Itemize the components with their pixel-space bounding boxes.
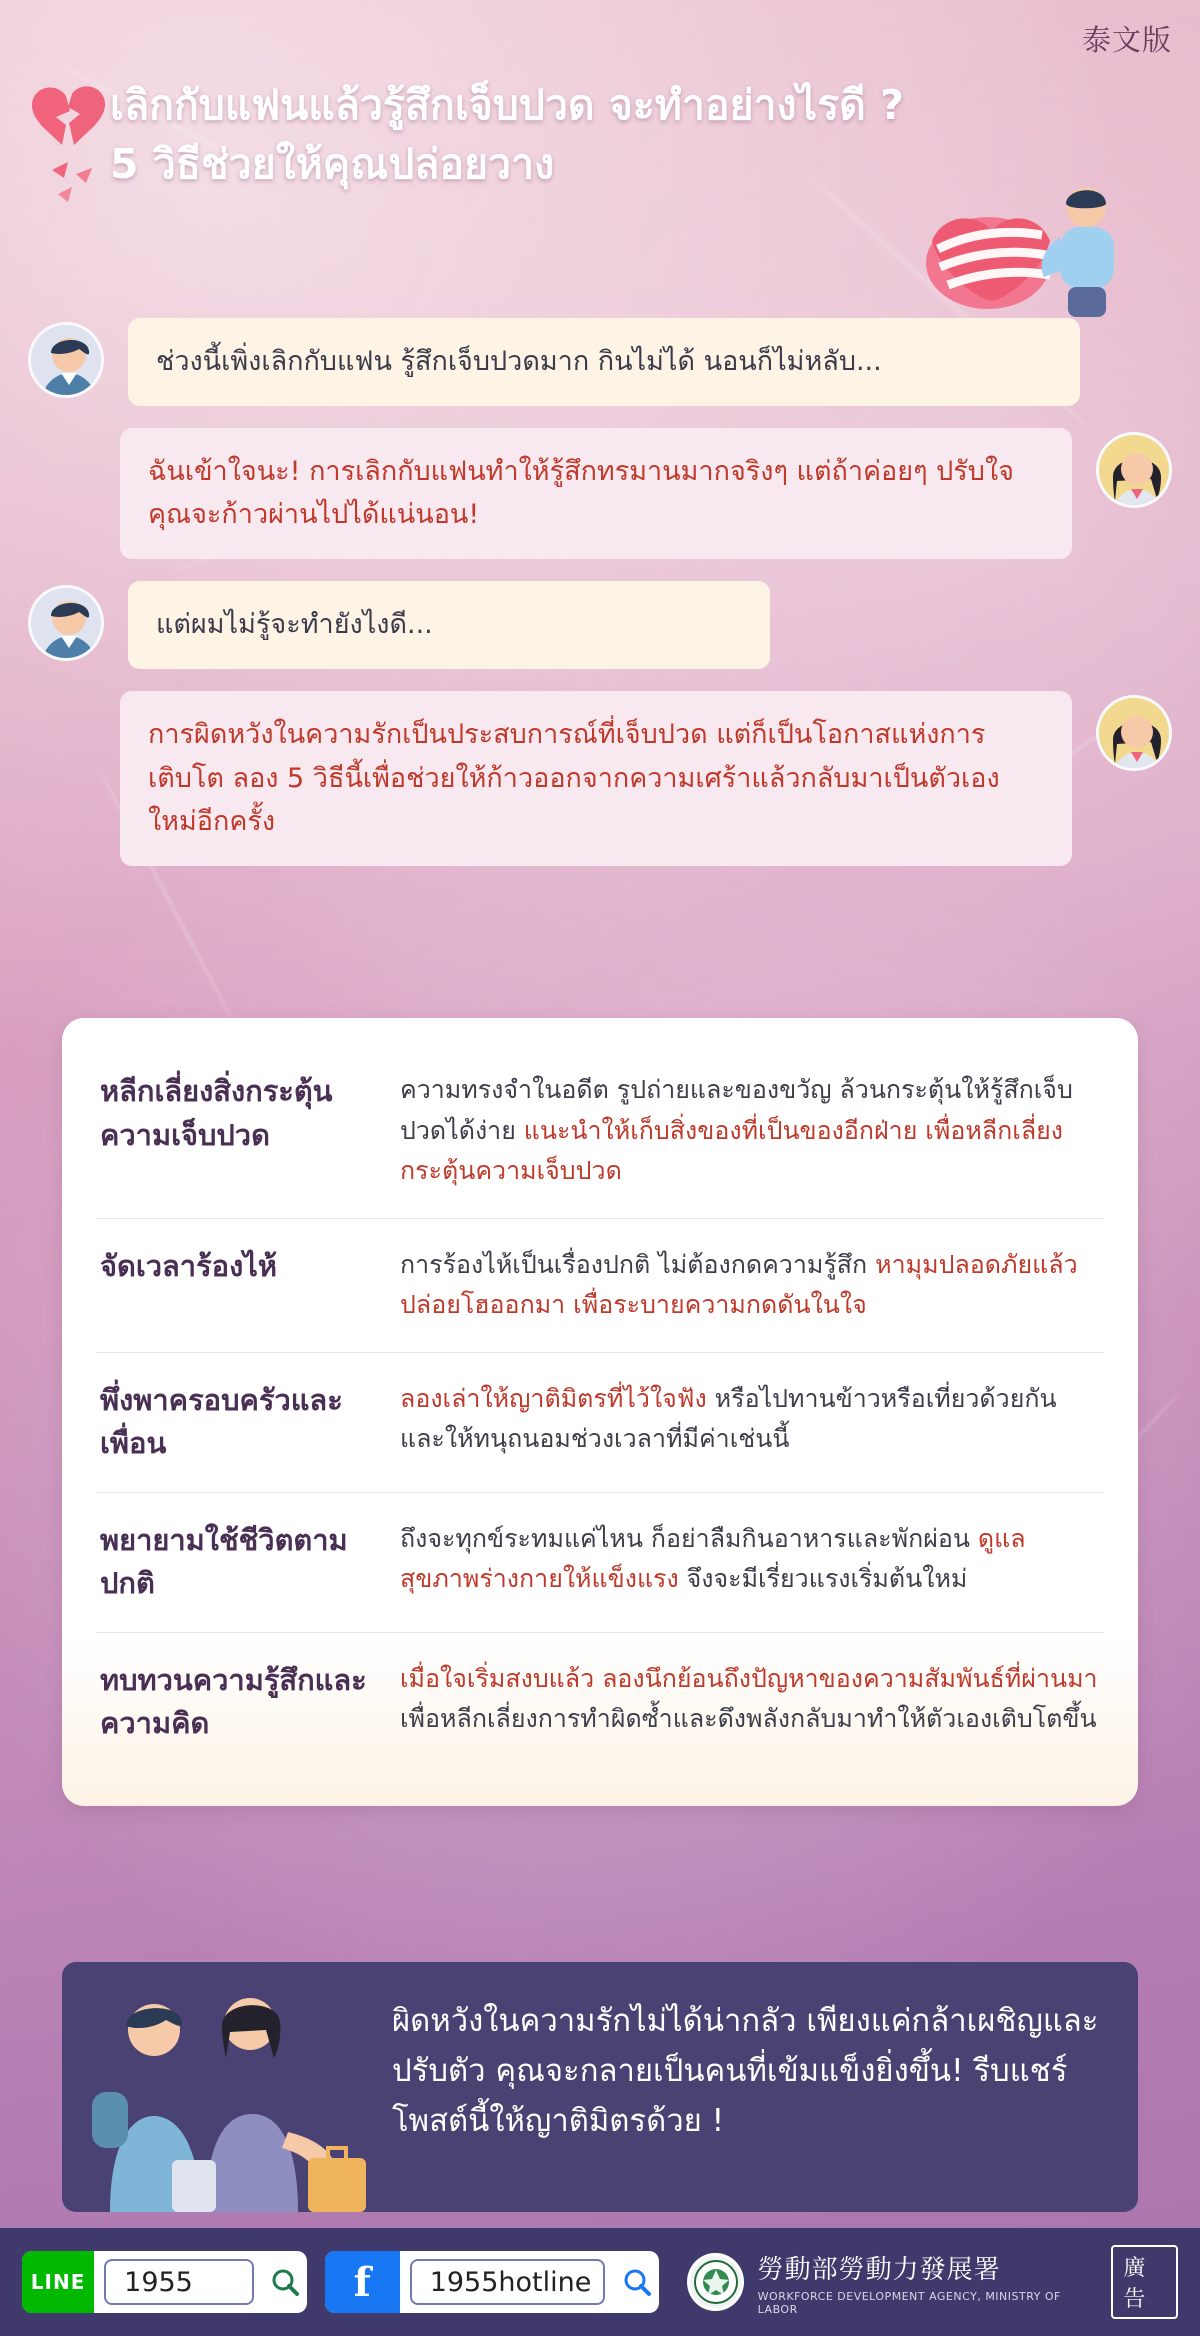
page-title-line-2: 5 วิธีช่วยให้คุณปล่อยวาง xyxy=(110,140,555,189)
line-id: 1955 xyxy=(104,2259,254,2305)
tip-title: พยายามใช้ชีวิตตามปกติ xyxy=(100,1522,348,1600)
header xyxy=(0,66,1200,316)
tips-card xyxy=(62,1018,1138,1806)
tip-text: เพื่อหลีกเลี่ยงการทำผิดซ้ำและดึงพลังกลับมาทำให้ตัวเองเติบโตขึ้น xyxy=(400,1704,1097,1733)
tip-text: การร้องไห้เป็นเรื่องปกติ ไม่ต้องกดความรู้สึก xyxy=(400,1249,876,1279)
footer-bar xyxy=(0,2228,1200,2336)
title-block xyxy=(110,76,940,195)
couple-illustration xyxy=(82,1982,382,2212)
chat-bubble: แต่ผมไม่รู้จะทำยังไงดี... xyxy=(128,581,770,669)
person-hugging-heart-illustration xyxy=(910,171,1140,321)
tip-row xyxy=(96,1493,1104,1633)
tip-text: จึงจะมีเรี่ยวแรงเริ่มต้นใหม่ xyxy=(686,1564,968,1593)
agency-name-en: WORKFORCE DEVELOPMENT AGENCY, MINISTRY OF LABOR xyxy=(757,2289,1061,2316)
chat-row xyxy=(0,428,1200,559)
tip-text-highlight: หามุมปลอดภัยแล้วปล่อยโฮออกมา เพื่อระบายความกดดันในใจ xyxy=(400,1249,1078,1319)
line-contact[interactable] xyxy=(22,2251,307,2313)
chat-thread xyxy=(0,318,1200,888)
government-seal-icon xyxy=(687,2253,743,2311)
tip-text: ความทรงจำในอดีต รูปถ่ายและของขวัญ ล้วนกระตุ้นให้รู้สึกเจ็บปวดได้ง่าย xyxy=(400,1075,1073,1145)
tip-text-highlight: ลองเล่าให้ญาติมิตรที่ไว้ใจฟัง xyxy=(400,1383,715,1413)
tip-body xyxy=(400,1070,1100,1192)
ad-label: 廣告 xyxy=(1111,2245,1178,2319)
chat-bubble: การผิดหวังในความรักเป็นประสบการณ์ที่เจ็บปวด แต่ก็เป็นโอกาสแห่งการเติบโต ลอง 5 วิธีนี้เพื่อช่วยให้ก้าวออกจากความเศร้าแล้วกลับมาเป็นตัวเองใหม่อีกครั้ง xyxy=(120,691,1072,866)
facebook-icon: f xyxy=(325,2251,400,2313)
summary-text: ผิดหวังในความรักไม่ได้น่ากลัว เพียงแค่กล้าเผชิญและปรับตัว คุณจะกลายเป็นคนที่เข้มแข็งยิ่งขึ้น! รีบแชร์โพสต์นี้ให้ญาติมิตรด้วย ! xyxy=(392,2003,1099,2140)
tip-text: หรือไปทานข้าวหรือเที่ยวด้วยกันและให้ทนุถนอมช่วงเวลาที่มีค่าเช่นนี้ xyxy=(400,1383,1057,1453)
tip-title: พึ่งพาครอบครัวและเพื่อน xyxy=(100,1382,343,1460)
tip-body xyxy=(400,1519,1100,1606)
chat-row xyxy=(0,691,1200,866)
line-icon: LINE xyxy=(22,2251,94,2313)
tip-row xyxy=(96,1219,1104,1353)
agency-block xyxy=(687,2249,1093,2316)
tip-text: ถึงจะทุกข์ระทมแค่ไหน ก็อย่าลืมกินอาหารและพักผ่อน xyxy=(400,1523,978,1553)
chat-row xyxy=(0,581,1200,669)
chat-bubble: ช่วงนี้เพิ่งเลิกกับแฟน รู้สึกเจ็บปวดมาก กินไม่ได้ นอนก็ไม่หลับ... xyxy=(128,318,1080,406)
avatar-man xyxy=(28,585,104,661)
tip-title: จัดเวลาร้องไห้ xyxy=(100,1248,277,1283)
broken-heart-icon xyxy=(22,82,122,222)
avatar-woman xyxy=(1096,432,1172,508)
tip-row xyxy=(96,1353,1104,1493)
tip-body xyxy=(400,1659,1100,1746)
tip-text-highlight: เมื่อใจเริ่มสงบแล้ว ลองนึกย้อนถึงปัญหาของความสัมพันธ์ที่ผ่านมา xyxy=(400,1663,1098,1693)
tip-body xyxy=(400,1245,1100,1326)
search-icon[interactable] xyxy=(615,2267,659,2297)
avatar-man xyxy=(28,322,104,398)
avatar-woman xyxy=(1096,695,1172,771)
chat-bubble: ฉันเข้าใจนะ! การเลิกกับแฟนทำให้รู้สึกทรมานมากจริงๆ แต่ถ้าค่อยๆ ปรับใจ คุณจะก้าวผ่านไปได้แน่นอน! xyxy=(120,428,1072,559)
page-title-line-1: เลิกกับแฟนแล้วรู้สึกเจ็บปวด จะทำอย่างไรดี ? xyxy=(110,81,904,129)
facebook-contact[interactable] xyxy=(325,2251,660,2313)
language-badge: 泰文版 xyxy=(1081,23,1172,57)
tip-text-highlight: แนะนำให้เก็บสิ่งของที่เป็นของอีกฝ่าย เพื่อหลีกเลี่ยงกระตุ้นความเจ็บปวด xyxy=(400,1115,1063,1185)
tip-row xyxy=(96,1633,1104,1772)
tip-body xyxy=(400,1379,1100,1466)
tip-row xyxy=(96,1044,1104,1219)
chat-row xyxy=(0,318,1200,406)
facebook-page: 1955hotline xyxy=(410,2259,605,2305)
search-icon[interactable] xyxy=(264,2267,307,2297)
tip-title: ทบทวนความรู้สึกและความคิด xyxy=(100,1662,367,1740)
tip-text-highlight: ดูแลสุขภาพร่างกายให้แข็งแรง xyxy=(400,1523,1026,1593)
tip-title: หลีกเลี่ยงสิ่งกระตุ้นความเจ็บปวด xyxy=(100,1074,333,1152)
agency-name-cn: 勞動部勞動力發展署 xyxy=(757,2254,1001,2285)
summary-banner xyxy=(62,1962,1138,2212)
